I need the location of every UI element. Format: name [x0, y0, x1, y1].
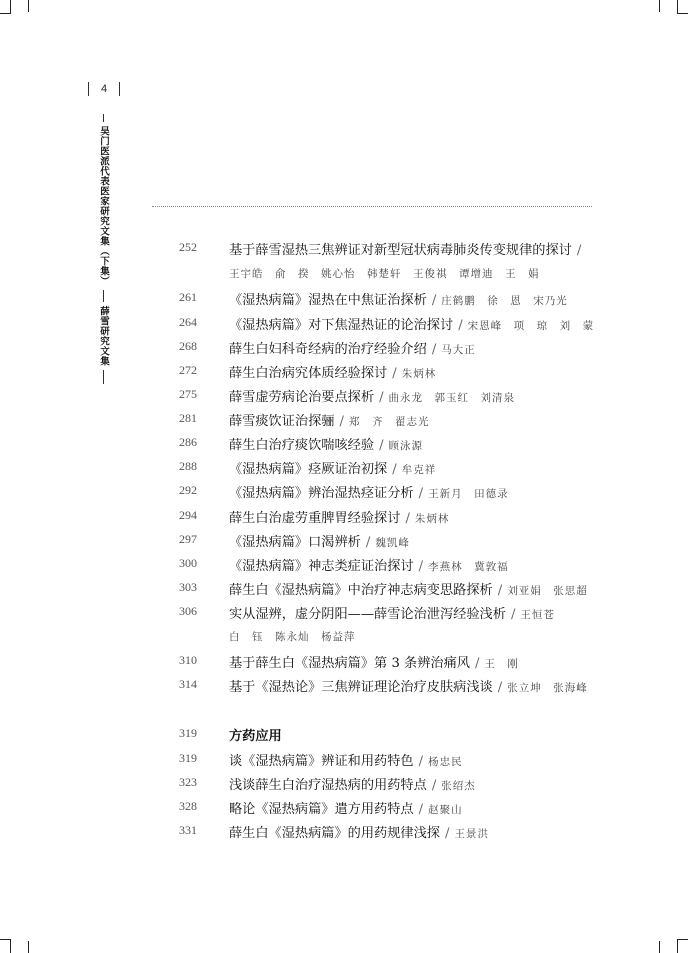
toc-title-line — [229, 314, 594, 333]
toc-title: 《湿热病篇》神志类症证治探讨 — [229, 559, 414, 574]
author-separator: / — [474, 656, 480, 671]
book-title: 薛雪研究文集 — [98, 306, 109, 366]
toc-entry — [0, 577, 688, 601]
toc-title-line — [229, 507, 449, 526]
toc-entry — [0, 287, 688, 311]
toc-authors: 王 刚 — [484, 658, 519, 670]
toc-authors-continued: 白 钰 陈永灿 杨益萍 — [229, 631, 356, 643]
toc-page-number: 319 — [179, 751, 197, 765]
toc-page-number: 306 — [179, 604, 197, 618]
toc-authors: 朱炳林 — [414, 513, 450, 525]
toc-page-number: 252 — [179, 240, 197, 254]
toc-entry — [0, 408, 688, 432]
toc-title-line — [229, 579, 588, 598]
toc-title: 薛雪痰饮证治探骊 — [229, 414, 335, 429]
author-separator: / — [405, 511, 410, 526]
toc-page-number: 294 — [179, 508, 197, 522]
toc-page-number: 272 — [179, 363, 197, 377]
toc-entry — [0, 456, 688, 480]
toc-entry — [0, 480, 688, 504]
toc-page-number: 323 — [179, 775, 197, 789]
toc-title: 浅谈薛生白治疗湿热病的用药特点 — [229, 778, 427, 793]
toc-authors: 张立坤 张海峰 — [507, 682, 588, 694]
toc-authors: 王景洪 — [454, 828, 489, 840]
page-number-block — [88, 81, 120, 97]
author-separator: / — [339, 414, 344, 429]
toc-title-line — [229, 239, 586, 258]
toc-authors-continued: 王宇皓 俞 揆 姚心怡 韩楚轩 王俊祺 谭增迪 王 娟 — [229, 268, 540, 280]
toc-entry — [0, 336, 688, 360]
toc-entry — [0, 748, 688, 772]
toc-page-number: 275 — [179, 387, 197, 401]
toc-page-number: 319 — [179, 726, 197, 740]
toc-title: 薛生白治疗痰饮喘咳经验 — [229, 438, 375, 453]
toc-title: 薛生白治病究体质经验探讨 — [229, 366, 388, 381]
author-separator: / — [418, 486, 424, 501]
toc-entry — [0, 674, 688, 698]
toc-page-number: 281 — [179, 411, 197, 425]
crop-mark-bottom-right-v — [677, 939, 678, 953]
author-separator: / — [379, 438, 384, 453]
toc-title-line — [229, 362, 436, 381]
author-separator: / — [431, 778, 437, 793]
page-number: 4 — [101, 83, 108, 95]
toc-title: 薛生白《湿热病篇》的用药规律浅探 — [229, 826, 440, 841]
author-separator: / — [418, 802, 424, 817]
author-separator: / — [365, 535, 371, 550]
author-separator: / — [379, 390, 384, 405]
dotted-separator — [152, 206, 592, 207]
crop-mark-bottom-left-h — [0, 939, 10, 940]
toc-authors: 顾泳源 — [388, 440, 424, 452]
toc-authors: 李燕林 冀敦福 — [428, 561, 509, 573]
toc-authors: 曲永龙 郭玉红 刘清泉 — [388, 392, 516, 404]
toc-authors: 庄鹤鹏 徐 恩 宋乃光 — [441, 295, 568, 307]
author-separator: / — [431, 293, 437, 308]
toc-title: 略论《湿热病篇》遣方用药特点 — [229, 802, 414, 817]
toc-entry — [0, 237, 688, 261]
toc-title-line — [229, 822, 489, 841]
toc-title: 基于薛雪湿热三焦辨证对新型冠状病毒肺炎传变规律的探讨 — [229, 243, 572, 258]
toc-title-line — [229, 482, 509, 501]
toc-title: 基于《湿热论》三焦辨证理论治疗皮肤病浅谈 — [229, 680, 493, 695]
toc-title-line — [229, 555, 509, 574]
toc-authors: 杨忠民 — [428, 756, 463, 768]
toc-authors: 宋恩峰 项 琼 刘 蒙 — [467, 320, 595, 332]
crop-mark-bottom-right-h — [678, 939, 688, 940]
toc-entry — [0, 505, 688, 529]
crop-mark-top-right-v2 — [659, 0, 660, 12]
toc-title-line — [229, 531, 410, 550]
toc-authors: 张绍杰 — [441, 780, 476, 792]
author-separator: / — [418, 754, 424, 769]
author-separator: / — [392, 366, 397, 381]
toc-title-line — [229, 774, 476, 793]
toc-authors: 魏凯峰 — [375, 537, 410, 549]
author-separator: / — [510, 607, 516, 622]
toc-title: 《湿热病篇》痉厥证治初探 — [229, 462, 388, 477]
toc-entry — [0, 601, 688, 625]
crop-mark-top-left-v2 — [28, 0, 29, 12]
crop-mark-bottom-left-v2 — [28, 941, 29, 953]
toc-title: 薛生白治虚劳重脾胃经验探讨 — [229, 511, 401, 526]
toc-page-number: 303 — [179, 580, 197, 594]
toc-continuation — [0, 625, 688, 649]
toc-authors: 赵聚山 — [428, 804, 463, 816]
toc-page-number: 300 — [179, 556, 197, 570]
toc-page-number: 268 — [179, 339, 197, 353]
toc-title-line — [229, 603, 555, 622]
toc-title-line — [229, 750, 463, 769]
series-title: 吴门医派代表医家研究文集（下集） — [98, 126, 109, 286]
toc-title: 薛雪虚劳病论治要点探析 — [229, 390, 375, 405]
toc-authors: 朱炳林 — [401, 368, 437, 380]
toc-title: 谈《湿热病篇》辨证和用药特色 — [229, 754, 414, 769]
toc-page-number: 328 — [179, 799, 197, 813]
toc-title: 实从湿辨，虚分阴阳——薛雪论治泄泻经验浅析 — [229, 607, 506, 622]
toc-entry — [0, 772, 688, 796]
author-separator: / — [445, 826, 450, 841]
author-separator: / — [418, 559, 424, 574]
author-separator: / — [497, 680, 503, 695]
toc-entry — [0, 796, 688, 820]
toc-entry — [0, 360, 688, 384]
toc-page-number: 297 — [179, 532, 197, 546]
crop-mark-top-right-h — [678, 13, 688, 14]
page-number-right-bar — [119, 82, 120, 96]
toc-title-line — [229, 410, 429, 429]
toc-title: 基于薛生白《湿热病篇》第 3 条辨治痛风 — [229, 656, 470, 671]
toc-title-line — [229, 652, 519, 671]
author-separator: / — [392, 462, 397, 477]
toc-title-line — [229, 386, 515, 405]
toc-authors: 王新月 田德录 — [428, 488, 509, 500]
toc-title: 《湿热病篇》口渴辨析 — [229, 535, 361, 550]
crop-mark-bottom-right-v2 — [659, 941, 660, 953]
toc-authors: 牟克祥 — [401, 464, 437, 476]
crop-mark-top-right-v — [677, 0, 678, 14]
toc-title-line — [229, 676, 588, 695]
toc-title-line — [229, 798, 463, 817]
author-separator: / — [576, 243, 582, 258]
toc-authors: 马大正 — [441, 344, 476, 356]
toc-authors: 郑 齐 翟志光 — [348, 416, 430, 428]
toc-entry — [0, 553, 688, 577]
author-separator: / — [458, 318, 463, 333]
crop-mark-top-left-v — [10, 0, 11, 14]
toc-title: 《湿热病篇》对下焦湿热证的论治探讨 — [229, 318, 454, 333]
crop-mark-bottom-left-v — [10, 939, 11, 953]
toc-entry — [0, 312, 688, 336]
author-separator: / — [431, 342, 437, 357]
toc-title: 《湿热病篇》辨治湿热痉证分析 — [229, 486, 414, 501]
section-heading: 方药应用 — [229, 729, 282, 744]
toc-title-line — [229, 434, 423, 453]
toc-page-number: 310 — [179, 653, 197, 667]
toc-entry — [0, 384, 688, 408]
toc-entry — [0, 650, 688, 674]
toc-title: 《湿热病篇》湿热在中焦证治探析 — [229, 293, 427, 308]
author-separator: / — [497, 583, 503, 598]
toc-page-number: 314 — [179, 677, 197, 691]
toc-continuation — [0, 262, 688, 286]
page-number-left-bar — [88, 82, 89, 96]
toc-entry — [0, 820, 688, 844]
sidebar-rule-top — [103, 114, 104, 122]
toc-authors: 王恒苍 — [520, 609, 555, 621]
toc-title-line — [229, 458, 436, 477]
toc-page-number: 288 — [179, 459, 197, 473]
toc-title: 薛生白《湿热病篇》中治疗神志病变思路探析 — [229, 583, 493, 598]
toc-page-number: 331 — [179, 823, 197, 837]
toc-page-number: 292 — [179, 483, 197, 497]
crop-mark-top-left-h — [0, 13, 10, 14]
toc-title-line — [229, 338, 476, 357]
toc-page-number: 264 — [179, 315, 197, 329]
toc-title: 薛生白妇科奇经病的治疗经验介绍 — [229, 342, 427, 357]
toc-title-line — [229, 289, 568, 308]
toc-entry — [0, 529, 688, 553]
toc-page-number: 261 — [179, 290, 197, 304]
toc-page-number: 286 — [179, 435, 197, 449]
toc-authors: 刘亚娟 张思超 — [507, 585, 588, 597]
toc-section-heading — [0, 723, 688, 747]
toc-entry — [0, 432, 688, 456]
